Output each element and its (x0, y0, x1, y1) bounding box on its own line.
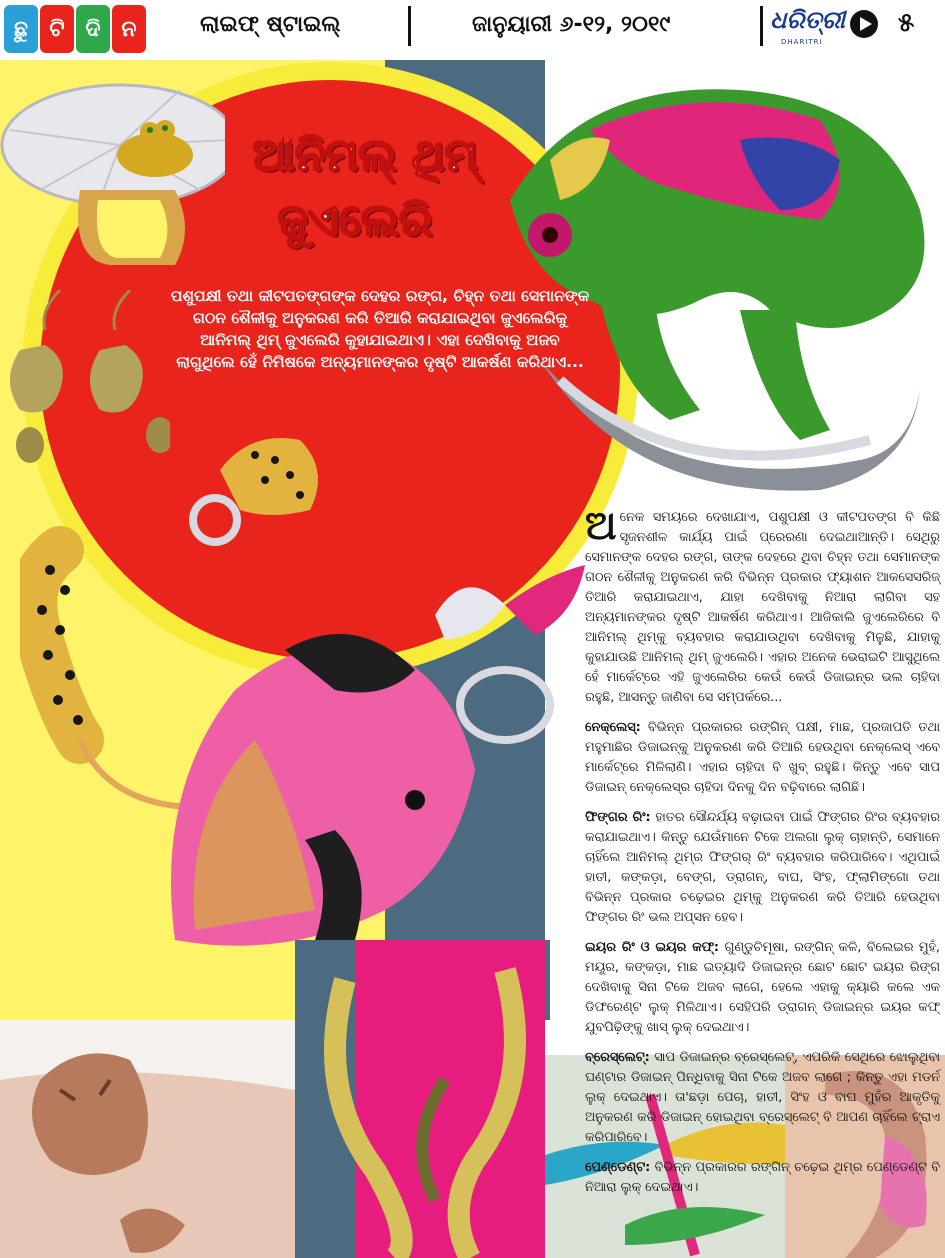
section-term: ନେକ୍ଲେସ୍: (585, 720, 641, 735)
section-text: ସାପ ଡିଜାଇନ୍ର ବ୍ରେସ୍ଲେଟ୍, ଏପରିକି ସେଥିରେ ଝୋଲୁଥିବା ଘଣ୍ଟାର ଡିଜାଇନ୍ ପିନ୍ଧିବାକୁ ସିନା ଟିକେ ଅଜବ ଲାଗେ ; କିନ୍ତୁ ଏହା ମଡର୍ନ ଲୁକ୍ ଦେଇଥାଏ। ତା'ଛଡ଼ା ପେଚା, ହାତୀ, ସିଂହ ଓ ବାଘ ମୁହଁର ଆକୃତିକୁ ଅନୁକରଣ କରି ଡିଜାଇନ୍ ହୋଇଥିବା ବ୍ରେସ୍ଲେଟ୍ ବି ଆପଣ ଚାହିଁଲେ ଟ୍ରାଏ କରିପାରିବେ। (585, 1050, 940, 1145)
section-text: ବିଭିନ୍ନ ପ୍ରକାରର ରଙ୍ଗିନ୍ ପକ୍ଷୀ, ମାଛ, ପ୍ରଜାପତି ତଥା ମହୁମାଛିର ଡିଜାଇନ୍କୁ ଅନୁକରଣ କରି ତିଆରି ହେଉଥିବା ନେକ୍ଲେସ୍ ଏବେ ମାର୍କେଟ୍ରେ ମିଳିଲାଣି। ଏହାର ଚାହିଦା ବି ଖୁବ୍ ରହୁଛି। କିନ୍ତୁ ଏବେ ସାପ ଡିଜାଇନ୍ ନେକ୍ଲେସ୍ର ଚାହିଦା ଦିନକୁ ଦିନ ବଢ଼ିବାରେ ଲାଗିଛି। (585, 720, 940, 795)
page-number: ୫ (898, 8, 915, 38)
snake-necklace-image (295, 940, 550, 1258)
section-term: ଫିଙ୍ଗର ରିଂ: (585, 810, 651, 825)
section-text: ଗୁଣ୍ଡୁଚିମୂଷା, ରଙ୍ଗିନ୍ କଳି, ବିଲେଇର ମୁହଁ, ମୟୂର, କଙ୍କଡ଼ା, ମାଛ ଇତ୍ୟାଦି ଡିଜାଇନ୍ର ଛୋଟ ଛୋଟ ଇୟର ରିଙ୍ଗ ଦେଖିବାକୁ ସିନା ଟିକେ ଅଜବ ଲାଗେ, ହେଲେ ଏହାକୁ କ୍ୟାରି କଲେ ଏକ ଡିଫରେଣ୍ଟ ଲୁକ୍ ମିଳିଥାଏ। ସେହିପରି ଡ୍ରାଗନ୍ ଡିଜାଇନ୍ର ଇୟର କଫ୍ ଯୁବପିଢ଼ିଙ୍କୁ ଖାସ୍ ଲୁକ୍ ଦେଇଥାଏ। (585, 940, 940, 1035)
drop-cap: ଅ (585, 503, 617, 549)
article-section-earring (585, 938, 940, 1038)
section-text: ବିଭିନ୍ନ ପ୍ରକାରର ରଙ୍ଗିନ୍ ଚଢ଼େଇ ଥିମ୍ର ପେଣ୍ଡେଣ୍ଟ ବି ନିଆରା ଲୁକ୍ ଦେଇଥାଏ। (585, 1160, 940, 1195)
article-section-pendant (585, 1158, 940, 1198)
masthead-letter: ଛୁ (4, 5, 38, 53)
article-body (585, 503, 940, 1208)
frog-ring-image (0, 60, 225, 270)
page-header (0, 0, 945, 60)
masthead-letter: ନ (112, 5, 146, 53)
masthead-letter: ଟି (40, 5, 74, 53)
section-text: ହାତର ସୌନ୍ଦର୍ଯ୍ୟ ବଢ଼ାଇବା ପାଇଁ ଫିଙ୍ଗର ରିଂର ବ୍ୟବହାର କରାଯାଇଥାଏ। କିନ୍ତୁ ଯେଉଁମାନେ ଟିକେ ଅଲଗା ଲୁକ୍ ଚାହାନ୍ତି, ସେମାନେ ଚାହିଁଲେ ଆନିମଲ୍ ଥିମ୍ର ଫିଙ୍ଗର୍ ରିଂ ବ୍ୟବହାର କରିପାରିବେ। ଏଥିପାଇଁ ହାତୀ, କଙ୍କଡ଼ା, ବେଙ୍ଗ, ଡ୍ରାଗନ୍, ବାଘ, ସିଂହ, ଫ୍ଲାମିଙ୍ଗୋ ତଥା ବିଭିନ୍ନ ପ୍ରକାର ଚଢ଼େଇର ଥିମ୍କୁ ଅନୁକରଣ କରି ତିଆରି ହେଉଥିବା ଫିଙ୍ଗର ରିଂ ଭଲ ଅପ୍ସନ ହେବ। (585, 810, 940, 925)
masthead-letter: ଦି (76, 5, 110, 53)
flamingo-ring-image (155, 610, 485, 960)
section-title: ଲାଇଫ୍ ଷ୍ଟାଇଲ୍ (200, 12, 341, 37)
tiger-ring-image (0, 1020, 295, 1258)
header-divider (408, 6, 411, 46)
play-icon (850, 10, 878, 38)
section-term: ଇୟର ରିଂ ଓ ଇୟର କଫ୍: (585, 940, 720, 955)
article-section-finger-ring (585, 808, 940, 928)
article-section-necklace (585, 718, 940, 798)
issue-date: ଜାନୁୟାରୀ ୬-୧୨, ୨୦୧୯ (472, 12, 671, 37)
section-term: ପେଣ୍ଡେଣ୍ଟ: (585, 1160, 651, 1175)
article-lead (585, 503, 940, 708)
headline-line-2: ଜୁଏଲେରି (277, 195, 433, 246)
headline-line-1: ଆନିମଲ୍ ଥିମ୍ (252, 130, 478, 181)
chameleon-ring-image (440, 60, 945, 500)
article-section-bracelet (585, 1048, 940, 1148)
brand-logo-subtitle: DHARITRI (781, 38, 823, 46)
article-lead-text: ନେକ ସମୟରେ ଦେଖାଯାଏ, ପଶୁପକ୍ଷୀ ଓ କୀଟପତଙ୍ଗ ବି କିଛି ସୃଜନଶୀଳ କାର୍ଯ୍ୟ ପାଇଁ ପ୍ରେରଣା ଦେଇଥାଆନ୍ତି। ସେଥିରୁ ସେମାନଙ୍କ ଦେହର ରଙ୍ଗ, ତାଙ୍କ ଦେହରେ ଥିବା ଚିହ୍ନ ତଥା ସେମାନଙ୍କ ଗଠନ ଶୈଳୀକୁ ଅନୁକରଣ କରି ବିଭିନ୍ନ ପ୍ରକାର ଫ୍ୟାଶନ ଆକସେସରିଜ୍ ତିଆରି କରାଯାଇଥାଏ, ଯାହା ଦେଖିବାକୁ ନିଆରା ଲାଗିବା ସହ ଅନ୍ୟମାନଙ୍କର ଦୃଷ୍ଟି ଆକର୍ଷଣ କରିଥାଏ। ଆଜିକାଲି ଜୁଏଲେରିରେ ବି ଆନିମଲ୍ ଥିମ୍କୁ ବ୍ୟବହାର କରାଯାଉଥିବା ଦେଖିବାକୁ ମିଳୁଛି, ଯାହାକୁ କୁହାଯାଉଛି ଆନିମଲ୍ ଥିମ୍ ଜୁଏଲେରି। ଏହାର ଅନେକ ଭେରାଇଟି ଆସୁଥିଲେ ହେଁ ମାର୍କେଟ୍ରେ ଏହି ଜୁଏଲେରିର କେଉଁ କେଉଁ ଡିଜାଇନ୍ର ଭଲ ଚାହିଦା ରହୁଛି, ଆସନ୍ତୁ ଜାଣିବା ସେ ସମ୍ପର୍କରେ... (585, 510, 940, 705)
intro-paragraph: ପଶୁପକ୍ଷୀ ତଥା କୀଟପତଙ୍ଗଙ୍କ ଦେହର ରଙ୍ଗ, ଚିହ୍ନ ତଥା ସେମାନଙ୍କ ଗଠନ ଶୈଳୀକୁ ଅନୁକରଣ କରି ତିଆରି କରାଯାଇଥିବା ଜୁଏଲେରିକୁ ଆନିମଲ୍ ଥିମ୍ ଜୁଏଲେରି କୁହାଯାଇଥାଏ। ଏହା ଦେଖିବାକୁ ଅଜବ ଲାଗୁଥିଲେ ହେଁ ନିମିଷକେ ଅନ୍ୟମାନଙ୍କର ଦୃଷ୍ଟି ଆକର୍ଷଣ କରିଥାଏ... (170, 287, 590, 371)
header-divider (760, 6, 763, 46)
section-term: ବ୍ରେସ୍ଲେଟ୍: (585, 1050, 650, 1065)
brand-logo: ଧରିତ୍ରୀ (770, 6, 845, 34)
leopard-head-image (180, 410, 330, 560)
